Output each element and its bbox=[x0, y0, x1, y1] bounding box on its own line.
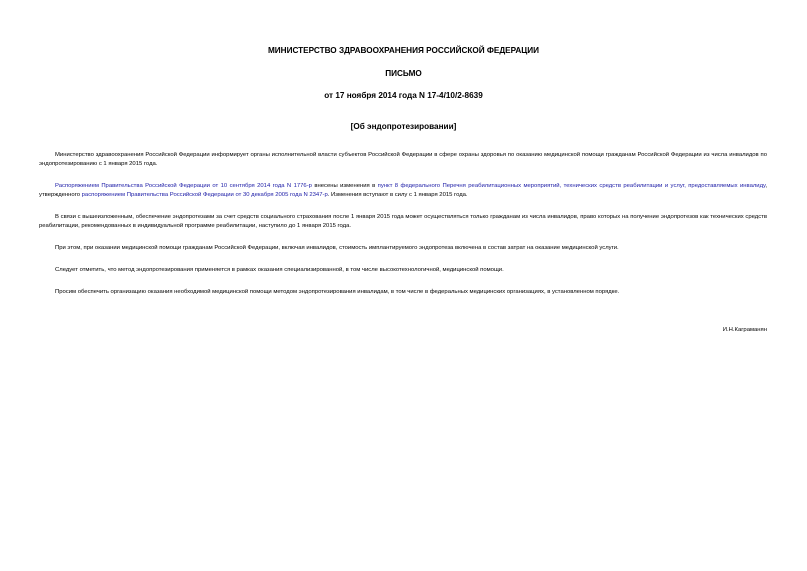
link-decree-2347[interactable]: распоряжением Правительства Российской Федерации от 30 декабря 2005 года N 2347-р bbox=[81, 192, 328, 198]
paragraph-2-text-1: внесены изменения в bbox=[311, 183, 378, 189]
paragraph-6: Просим обеспечить организацию оказания необходимой медицинской помощи методом эндопротезирования инвалидам, в том числе в федеральных медицинских организациях, в установленном порядке. bbox=[55, 289, 620, 295]
link-item-8-list[interactable]: пункт 8 федерального Перечня реабилитационных мероприятий, технических средств реабилитации и услуг, предоставляемых инвалиду bbox=[377, 183, 766, 189]
paragraph-2 bbox=[39, 182, 767, 200]
paragraph-2-text-2: , утвержденного bbox=[39, 183, 767, 198]
paragraph-1: Министерство здравоохранения Российской Федерации информирует органы исполнительной власти субъектов Российской Федерации в сфере охраны здоровья по оказанию медицинской помощи гражданам Российской Федерации из числа инвалидов по эндопротезированию с 1 января 2015 года. bbox=[39, 152, 767, 167]
letter-body bbox=[39, 151, 767, 310]
paragraph-2-text-3: . Изменения вступают в силу с 1 января 2015 года. bbox=[327, 192, 468, 198]
document-date-number: от 17 ноября 2014 года N 17-4/10/2-8639 bbox=[324, 91, 483, 100]
ministry-heading: МИНИСТЕРСТВО ЗДРАВООХРАНЕНИЯ РОССИЙСКОЙ ФЕДЕРАЦИИ bbox=[267, 46, 540, 55]
link-decree-1776[interactable]: Распоряжением Правительства Российской Федерации от 10 сентября 2014 года N 1776-р bbox=[55, 183, 312, 189]
paragraph-4: При этом, при оказании медицинской помощи гражданам Российской Федерации, включая инвалидов, стоимость имплантируемого эндопротеза включена в состав затрат на оказание медицинской услуги. bbox=[55, 245, 619, 251]
signature: И.Н.Каграманян bbox=[722, 327, 767, 333]
document-subject: [Об эндопротезировании] bbox=[350, 122, 457, 131]
paragraph-3: В связи с вышеизложенным, обеспечение эндопротезами за счет средств социального страхования после 1 января 2015 года может осуществляться только гражданам из числа инвалидов, право которых на получение эндопротезов как технических средств реабилитации, рекомендованных в индивидуальной программе реабилитации, наступило до 1 января 2015 года. bbox=[39, 214, 767, 229]
paragraph-5: Следует отметить, что метод эндопротезирования применяется в рамках оказания специализированной, в том числе высокотехнологичной, медицинской помощи. bbox=[55, 267, 504, 273]
document-type-heading: ПИСЬМО bbox=[385, 69, 422, 78]
